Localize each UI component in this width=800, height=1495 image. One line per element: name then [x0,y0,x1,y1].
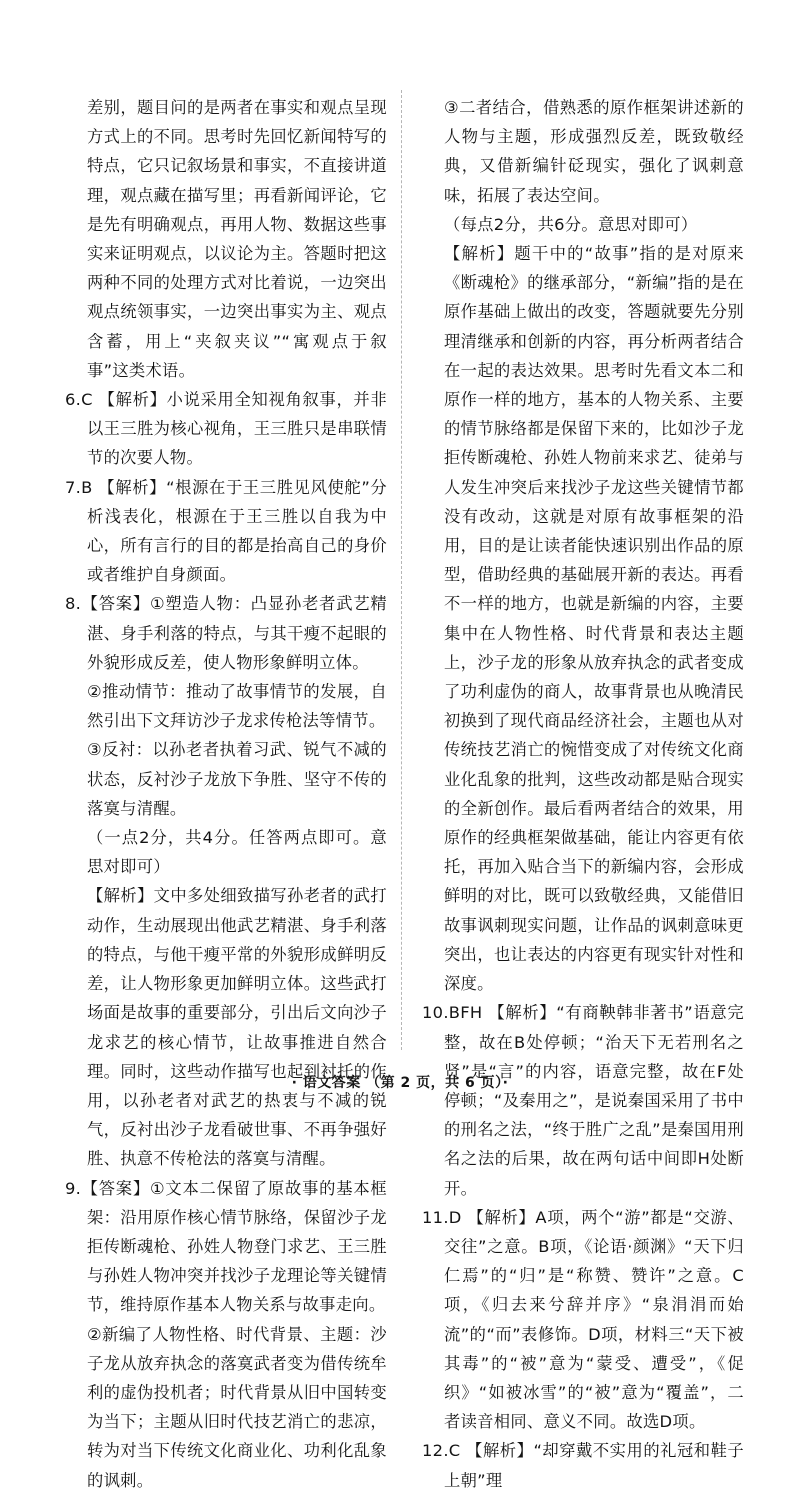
answer-paragraph: ③反衬：以孙老者执着习武、锐气不减的状态，反衬沙子龙放下争胜、坚守不传的落寞与清醒。 [87,740,387,818]
answer-paragraph: ②新编了人物性格、时代背景、主题：沙子龙从放弃执念的落寞武者变为借传统牟利的虚伪投机者；时代背景从旧中国转变为当下；主题从旧时代技艺消亡的悲凉，转为对当下传统文化商业化、功利化乱象的讽刺。 [87,1324,387,1490]
answer-paragraph: （一点2分，共4分。任答两点即可。意思对即可） [87,828,387,877]
answer-paragraph: 差别，题目问的是两者在事实和观点呈现方式上的不同。思考时先回忆新闻特写的特点，它只记叙场景和事实，不直接讲道理，观点藏在描写里；再看新闻评论，它是先有明确观点，再用人物、数据这些事实来证明观点，以议论为主。答题时把这两种不同的处理方式对比着说，一边突出观点统领事实，一边突出事实为主、观点含蓄，用上“夹叙夹议”“寓观点于叙事”这类术语。 [87,98,387,380]
answer-item: 7.B 【解析】“根源在于王三胜见风使舵”分析浅表化，根源在于王三胜以自我为中心，所有言行的目的都是抬高自己的身价或者维护自身颜面。 [65,477,387,585]
answer-paragraph: ②推动情节：推动了故事情节的发展，自然引出下文拜访沙子龙求传枪法等情节。 [87,682,387,731]
answer-item: 6.C 【解析】小说采用全知视角叙事，并非以王三胜为核心视角，王三胜只是串联情节的次要人物。 [65,390,387,468]
answer-paragraph: （每点2分，共6分。意思对即可） [444,214,698,234]
answer-item: 12.C 【解析】“却穿戴不实用的礼冠和鞋子上朝”理 [422,1441,744,1490]
answer-item: 8.【答案】①塑造人物：凸显孙老者武艺精湛、身手利落的特点，与其干瘦不起眼的外貌形成反差，使人物形象鲜明立体。 [65,594,387,672]
answer-item: 10.BFH 【解析】“有商鞅韩非著书”语意完整，故在B处停顿；“治天下无若刑名之贤”是“言”的内容，语意完整，故在F处停顿；“及秦用之”，是说秦国采用了书中的刑名之法，“终于胜广之乱”是秦国用刑名之法的后果，故在两句话中间即H处断开。 [422,1003,744,1198]
answer-paragraph: ③二者结合，借熟悉的原作框架讲述新的人物与主题，形成强烈反差，既致敬经典，又借新编针砭现实，强化了讽刺意味，拓展了表达空间。 [444,98,744,205]
answer-paragraph: 【解析】题干中的“故事”指的是对原来《断魂枪》的继承部分，“新编”指的是在原作基础上做出的改变，答题就要先分别理清继承和创新的内容，再分析两者结合在一起的表达效果。思考时先看文本二和原作一样的地方，基本的人物关系、主要的情节脉络都是保留下来的，比如沙子龙拒传断魂枪、孙姓人物前来求艺、徒弟与人发生冲突后来找沙子龙这些关键情节都没有改动，这就是对原有故事框架的沿用，目的是让读者能快速识别出作品的原型，借助经典的基础展开新的表达。再看不一样的地方，也就是新编的内容，主要集中在人物性格、时代背景和表达主题上，沙子龙的形象从放弃执念的武者变成了功利虚伪的商人，故事背景也从晚清民初换到了现代商品经济社会，主题也从对传统技艺消亡的惋惜变成了对传统文化商业化乱象的批判，这些改动都是贴合现实的全新创作。最后看两者结合的效果，用原作的经典框架做基础，能让内容更有依托，再加入贴合当下的新编内容，会形成鲜明的对比，既可以致敬经典，又能借旧故事讽刺现实问题，让作品的讽刺意味更突出，也让表达的内容更有现实针对性和深度。 [444,244,744,994]
right-column [422,93,744,1495]
column-divider [401,90,402,1050]
page-footer: · 语文答案 （第 2 页，共 6 页）· [291,1075,509,1091]
answer-item: 11.D 【解析】A项，两个“游”都是“交游、交往”之意。B项，《论语·颜渊》“天下归仁焉”的“归”是“称赞、赞许”之意。C项，《归去来兮辞并序》“泉涓涓而始流”的“而”表修饰。D项，材料三“天下被其毒”的“被”意为“蒙受、遭受”，《促织》“如被冰雪”的“被”意为“覆盖”，二者读音相同、意义不同。故选D项。 [422,1207,744,1432]
left-column [65,93,387,1495]
answer-paragraph: 【解析】文中多处细致描写孙老者的武打动作，生动展现出他武艺精湛、身手利落的特点，与他干瘦平常的外貌形成鲜明反差，让人物形象更加鲜明立体。这些武打场面是故事的重要部分，引出后文向沙子龙求艺的核心情节，让故事推进自然合理。同时，这些动作描写也起到衬托的作用，以孙老者对武艺的热衷与不减的锐气，反衬出沙子龙看破世事、不再争强好胜、执意不传枪法的落寞与清醒。 [87,886,387,1169]
answer-item: 9.【答案】①文本二保留了原故事的基本框架：沿用原作核心情节脉络，保留沙子龙拒传断魂枪、孙姓人物登门求艺、王三胜与孙姓人物冲突并找沙子龙理论等关键情节，维持原作基本人物关系与故事走向。 [65,1178,387,1315]
